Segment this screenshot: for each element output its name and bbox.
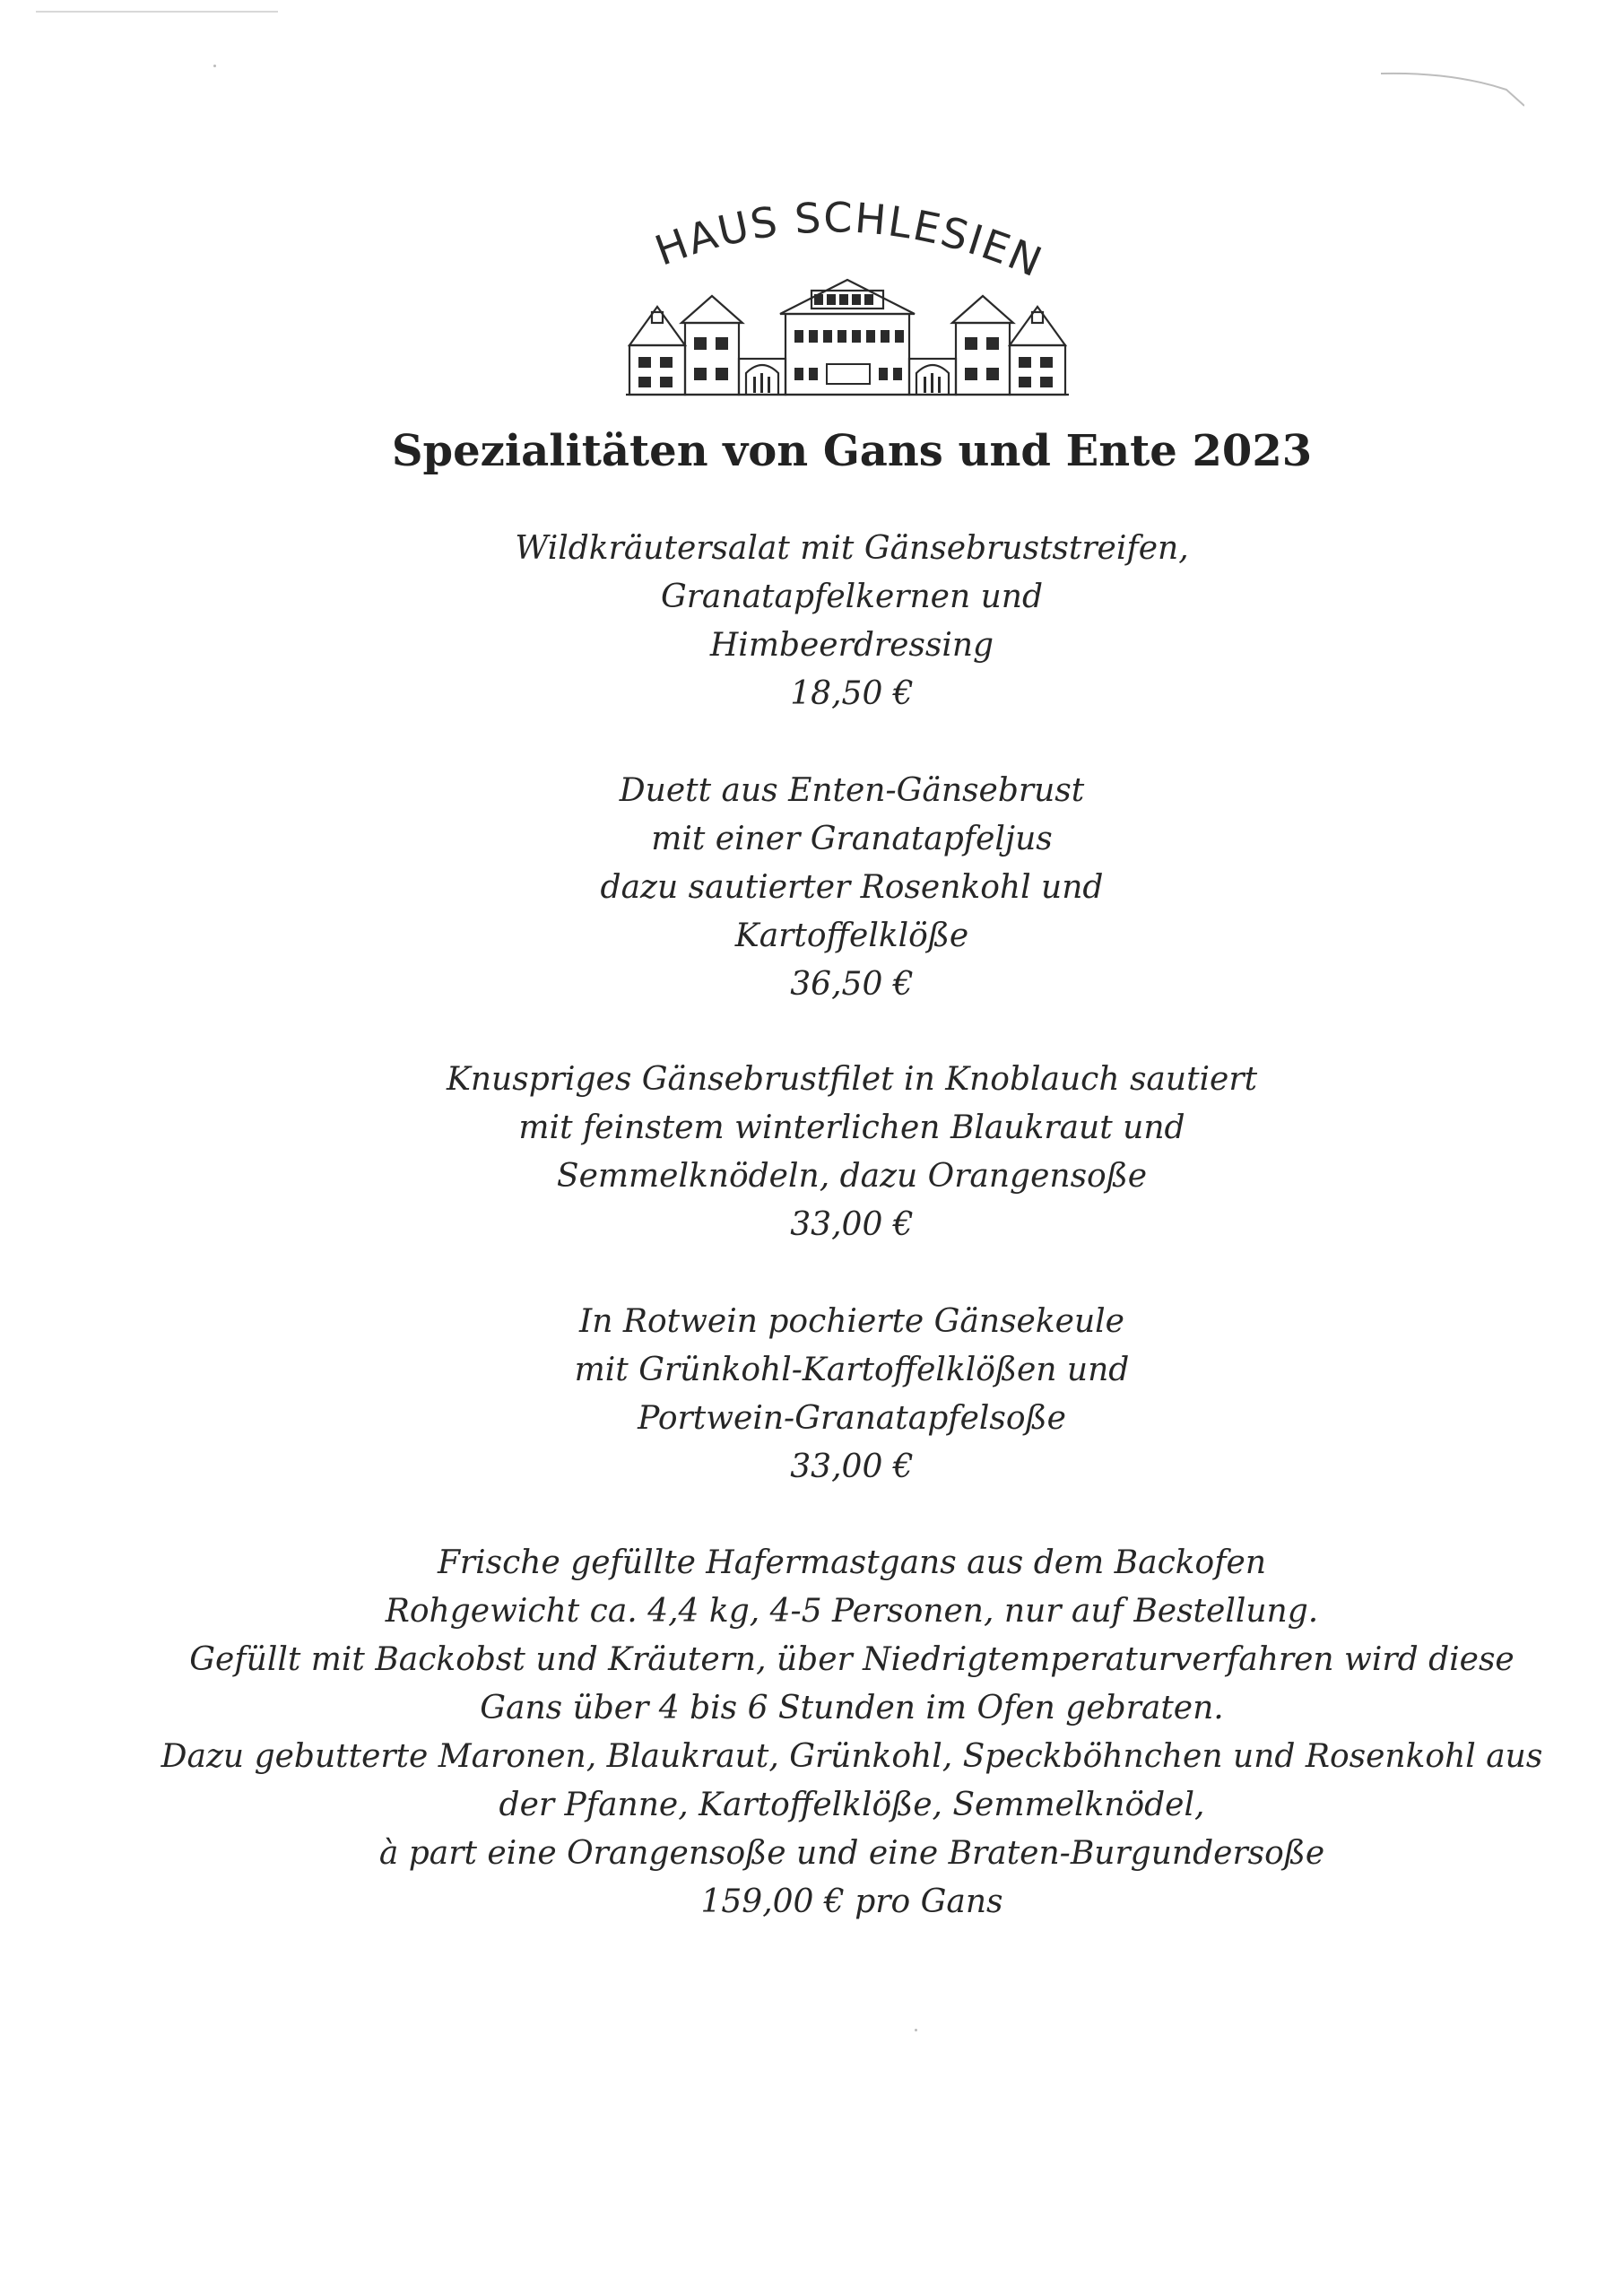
menu-item-description: mit einer Granatapfeljus [651,821,1053,857]
logo-text: HAUS SCHLESIEN [648,197,1051,287]
menu-item-description: Dazu gebutterte Maronen, Blaukraut, Grünkohl, Speckböhnchen und Rosenkohl aus [161,1738,1543,1775]
menu-item [0,1056,1623,1249]
menu-item-description: Semmelknödeln, dazu Orangensoße [556,1158,1148,1195]
menu-item-description: mit Grünkohl-Kartoffelklößen und [574,1352,1130,1388]
menu-item-price: 159,00 € pro Gans [700,1883,1003,1920]
menu-item-description: Gefüllt mit Backobst und Kräutern, über Niedrigtemperaturverfahren wird diese [189,1641,1515,1678]
menu-item-description: mit feinstem winterlichen Blaukraut und [518,1109,1185,1146]
menu-item [0,767,1623,1009]
menu-item-description: Rohgewicht ca. 4,4 kg, 4-5 Personen, nur auf Bestellung. [385,1593,1319,1630]
menu-item-description: Gans über 4 bis 6 Stunden im Ofen gebraten. [480,1690,1224,1726]
menu-item [0,1539,1623,1926]
menu-item-price: 18,50 € [790,675,914,712]
menu-item-price: 33,00 € [790,1206,914,1243]
menu-item-description: Himbeerdressing [709,627,994,664]
menu-item-description: Granatapfelkernen und [660,578,1044,615]
menu-item-description: In Rotwein pochierte Gänsekeule [579,1303,1124,1340]
building-logo-icon [619,197,1076,404]
menu-item-description: Kartoffelklöße [734,918,969,954]
menu-item-description: Wildkräutersalat mit Gänsebruststreifen, [515,530,1189,567]
scan-artifact-line [36,11,278,13]
menu-item-description: dazu sautierter Rosenkohl und [600,869,1104,906]
menu-item-description: Portwein-Granatapfelsoße [638,1400,1066,1437]
menu-item-price: 33,00 € [790,1448,914,1485]
menu-item-description: Frische gefüllte Hafermastgans aus dem Backofen [437,1544,1267,1581]
scan-artifact-curve [1381,70,1524,115]
scan-speck [213,65,216,67]
menu-item-description: à part eine Orangensoße und eine Braten-Burgundersoße [378,1835,1325,1872]
haus-schlesien-logo [619,197,1076,404]
menu-item-price: 36,50 € [790,966,914,1003]
page-title: Spezialitäten von Gans und Ente 2023 [391,426,1313,476]
menu-item-description: Duett aus Enten-Gänsebrust [619,772,1085,809]
menu-item [0,525,1623,718]
menu-item-description: Knuspriges Gänsebrustfilet in Knoblauch sautiert [446,1061,1258,1098]
menu-item-description: der Pfanne, Kartoffelklöße, Semmelknödel, [499,1787,1205,1823]
scan-speck [915,2029,917,2031]
menu-item [0,1298,1623,1492]
